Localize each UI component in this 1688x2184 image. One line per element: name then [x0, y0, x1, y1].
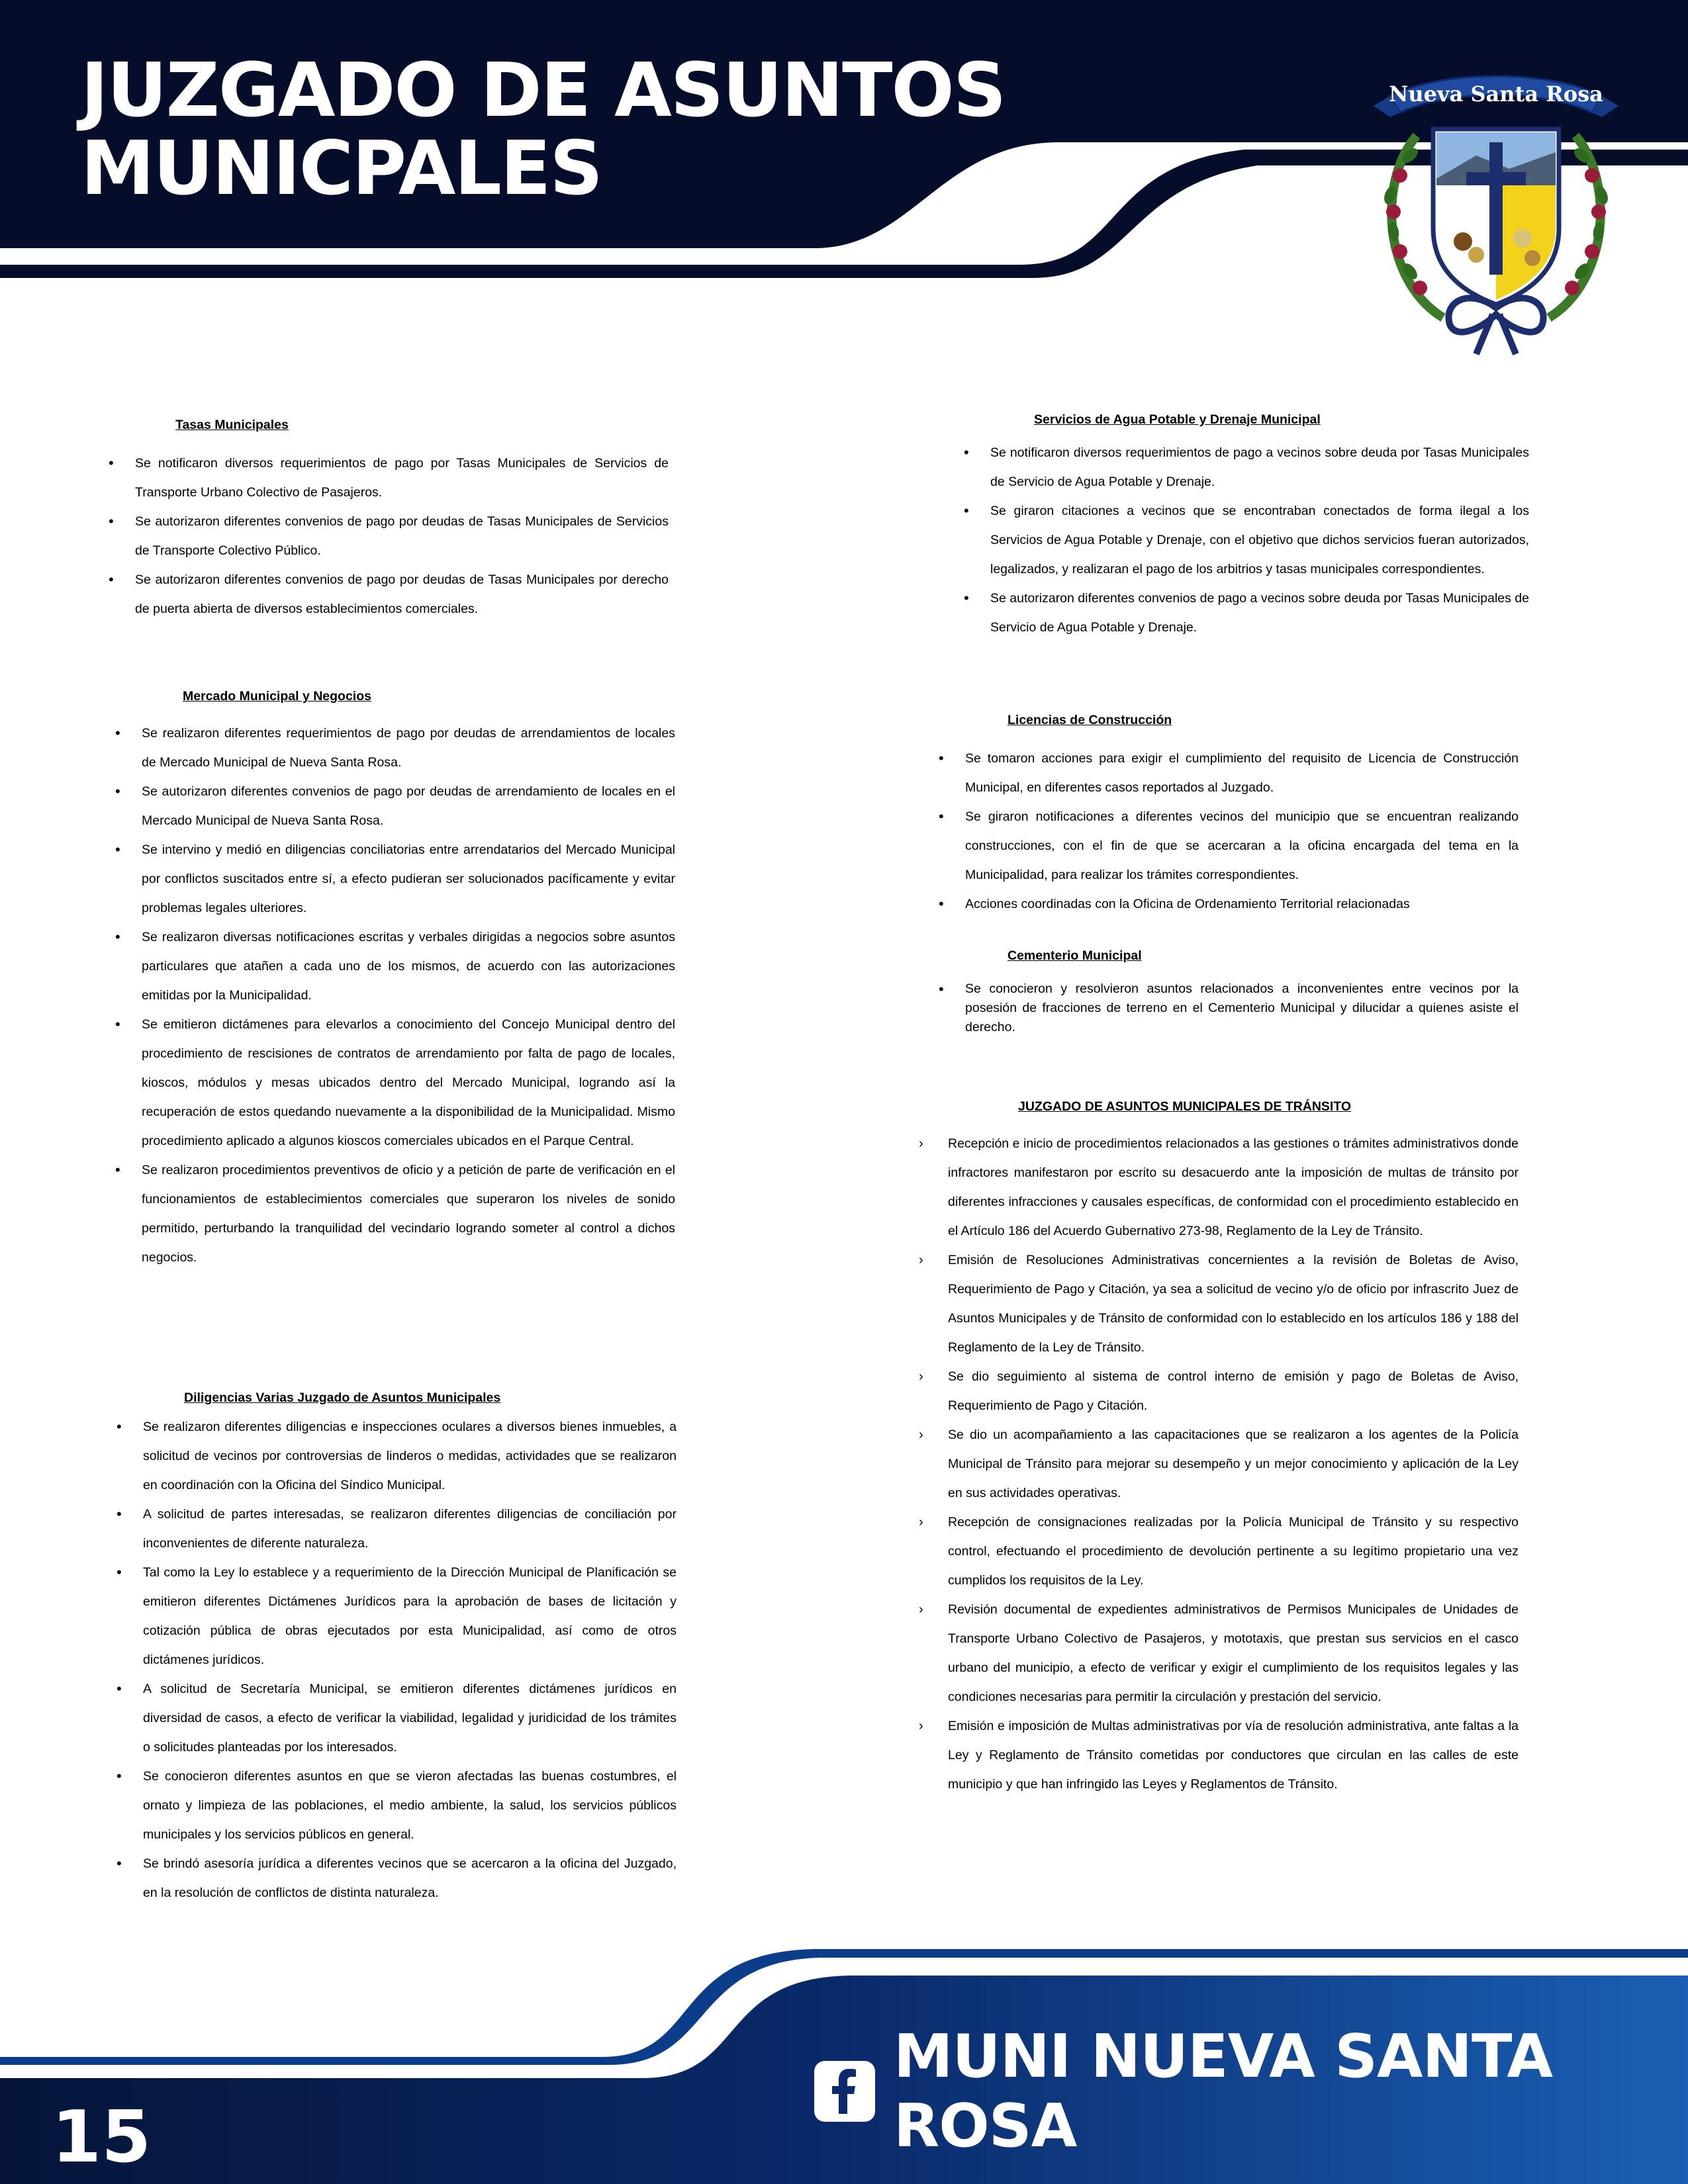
list-item: • Se tomaron acciones para exigir el cumplimiento del requisito de Licencia de Construcción Municipal, en diferentes casos reportados al Juzgado. [936, 744, 1519, 802]
municipal-crest-logo [1370, 63, 1622, 361]
page-title [81, 48, 1074, 212]
list-item: • Se realizaron diversas notificaciones escritas y verbales dirigidas a negocios sobre asuntos particulares que atañen a cada uno de los mismos, de acuerdo con las autorizaciones emitidas por la Municipalidad. [113, 923, 675, 1010]
list-item: • Se brindó asesoría jurídica a diferentes vecinos que se acercaron a la oficina del Juzgado, en la resolución de conflictos de distinta naturaleza. [114, 1849, 677, 1907]
list-item: • Se conocieron y resolvieron asuntos relacionados a inconvenientes entre vecinos por la posesión de fracciones de terreno en el Cementerio Municipal y dilucidar a quienes asiste el derecho. [936, 979, 1519, 1037]
bullet-list [961, 438, 1529, 642]
list-item: • Se giraron citaciones a vecinos que se encontraban conectados de forma ilegal a los Servicios de Agua Potable y Drenaje, con el objetivo que dichos servicios fueran autorizados, legalizados, y realizaran el pago de los arbitrios y tasas municipales correspondientes. [961, 496, 1529, 584]
list-item: • A solicitud de Secretaría Municipal, se emitieron diferentes dictámenes jurídicos en diversidad de casos, a efecto de verificar la viabilidad, legalidad y juridicidad de los trámites o solicitudes planteadas por los interesados. [114, 1674, 677, 1762]
list-item: • Se realizaron procedimientos preventivos de oficio y a petición de parte de verificación en el funcionamientos de establecimientos comerciales que superaron los niveles de sonido permitido, perturbando la tranquilidad del vecindario logrando someter al control a dichos negocios. [113, 1156, 675, 1272]
list-item: • Se intervino y medió en diligencias conciliatorias entre arrendatarios del Mercado Municipal por conflictos suscitados entre sí, a efecto pudieran ser solucionados pacíficamente y evitar problemas legales ulteriores. [113, 835, 675, 923]
list-item: › Emisión e imposición de Multas administrativas por vía de resolución administrativa, ante faltas a la Ley y Reglamento de Tránsito cometidas por conductores que circulan en las calles de este municipio y que han infringido las Leyes y Reglamentos de Tránsito. [919, 1711, 1519, 1799]
section-tasas-municipales [106, 410, 669, 623]
section-agua-potable [961, 405, 1529, 642]
list-item: • Se emitieron dictámenes para elevarlos a conocimiento del Concejo Municipal dentro del procedimiento de rescisiones de contratos de arrendamiento por falta de pago de locales, kioscos, módulos y mesas ubicados dentro del Mercado Municipal, logrando así la recuperación de estos quedando nuevamente a la disponibilidad de la Municipalidad. Mismo procedimiento aplicado a algunos kioscos comerciales ubicados en el Parque Central. [113, 1010, 675, 1156]
section-title: Servicios de Agua Potable y Drenaje Municipal [1034, 412, 1321, 427]
list-item: › Recepción de consignaciones realizadas por la Policía Municipal de Tránsito y su respectivo control, efectuando el procedimiento de devolución pertinente a su legítimo propietario una vez cumplidos los requisitos de la Ley. [919, 1508, 1519, 1595]
facebook-icon [814, 2061, 875, 2122]
page-title-line-1: JUZGADO DE ASUNTOS [81, 48, 1006, 134]
facebook-link[interactable] [814, 2022, 1609, 2161]
bullet-list [936, 979, 1519, 1037]
section-title: Mercado Municipal y Negocios [183, 689, 371, 704]
list-item: • Se conocieron diferentes asuntos en que se vieron afectadas las buenas costumbres, el ornato y limpieza de las poblaciones, el medio ambiente, la salud, los servicios públicos municipales y los servicios públicos en general. [114, 1762, 677, 1849]
list-item: › Recepción e inicio de procedimientos relacionados a las gestiones o trámites administrativos donde infractores manifestaron por escrito su desacuerdo ante la imposición de multas de tránsito por diferentes infracciones y causales específicas, de conformidad con el procedimiento establecido en el Artículo 186 del Acuerdo Gubernativo 273-98, Reglamento de la Ley de Tránsito. [919, 1129, 1519, 1246]
list-item: • Se autorizaron diferentes convenios de pago a vecinos sobre deuda por Tasas Municipales de Servicio de Agua Potable y Drenaje. [961, 584, 1529, 642]
list-item: • Se autorizaron diferentes convenios de pago por deudas de Tasas Municipales de Servicios de Transporte Colectivo Público. [106, 507, 669, 565]
section-licencias-construccion [936, 705, 1519, 919]
bullet-list [919, 1129, 1519, 1799]
bullet-list [113, 719, 675, 1272]
section-juzgado-transito [919, 1092, 1519, 1799]
list-item: • Se notificaron diversos requerimientos de pago por Tasas Municipales de Servicios de Transporte Urbano Colectivo de Pasajeros. [106, 449, 669, 507]
list-item: • Acciones coordinadas con la Oficina de Ordenamiento Territorial relacionadas [936, 889, 1519, 919]
list-item: • Se autorizaron diferentes convenios de pago por deudas de arrendamiento de locales en el Mercado Municipal de Nueva Santa Rosa. [113, 777, 675, 835]
list-item: › Se dio un acompañamiento a las capacitaciones que se realizaron a los agentes de la Policía Municipal de Tránsito para mejorar su desempeño y un mejor conocimiento y aplicación de la Ley en sus actividades operativas. [919, 1420, 1519, 1508]
section-cementerio-municipal [936, 941, 1519, 1037]
bullet-list [114, 1412, 677, 1907]
list-item: › Emisión de Resoluciones Administrativas concernientes a la revisión de Boletas de Aviso, Requerimiento de Pago y Citación, ya sea a solicitud de vecino y/o de oficio por infrascrito Juez de Asuntos Municipales y de Tránsito de conformidad con lo establecido en los artículos 186 y 188 del Reglamento de la Ley de Tránsito. [919, 1246, 1519, 1362]
section-title: Cementerio Municipal [1008, 948, 1142, 963]
list-item: • A solicitud de partes interesadas, se realizaron diferentes diligencias de conciliación por inconvenientes de diferente naturaleza. [114, 1500, 677, 1558]
section-mercado-municipal [113, 682, 675, 1272]
crest-banner-text: Nueva Santa Rosa [1389, 81, 1603, 107]
list-item: • Se giraron notificaciones a diferentes vecinos del municipio que se encuentran realizando construcciones, con el fin de que se acercaran a la oficina encargada del tema en la Municipalidad, para realizar los trámites correspondientes. [936, 802, 1519, 889]
section-title: Licencias de Construcción [1008, 713, 1172, 727]
section-title: JUZGADO DE ASUNTOS MUNICIPALES DE TRÁNSITO [1018, 1099, 1352, 1114]
bullet-list [936, 744, 1519, 919]
bullet-list [106, 449, 669, 623]
page-title-line-2: MUNICPALES [81, 126, 602, 212]
page-number: 15 [52, 2096, 152, 2179]
list-item: › Se dio seguimiento al sistema de control interno de emisión y pago de Boletas de Aviso, Requerimiento de Pago y Citación. [919, 1362, 1519, 1420]
list-item: • Se notificaron diversos requerimientos de pago a vecinos sobre deuda por Tasas Municipales de Servicio de Agua Potable y Drenaje. [961, 438, 1529, 496]
list-item: • Se autorizaron diferentes convenios de pago por deudas de Tasas Municipales por derecho de puerta abierta de diversos establecimientos comerciales. [106, 565, 669, 623]
section-title: Diligencias Varias Juzgado de Asuntos Municipales [184, 1390, 501, 1405]
list-item: • Se realizaron diferentes diligencias e inspecciones oculares a diversos bienes inmuebles, a solicitud de vecinos por controversias de linderos o medidas, actividades que se realizaron en coordinación con la Oficina del Síndico Municipal. [114, 1412, 677, 1500]
section-diligencias-varias [114, 1383, 677, 1907]
list-item: • Se realizaron diferentes requerimientos de pago por deudas de arrendamientos de locales de Mercado Municipal de Nueva Santa Rosa. [113, 719, 675, 777]
section-title: Tasas Municipales [175, 418, 289, 432]
list-item: › Revisión documental de expedientes administrativos de Permisos Municipales de Unidades de Transporte Urbano Colectivo de Pasajeros, y mototaxis, que prestan sus servicios en el casco urbano del municipio, a efecto de verificar y exigir el cumplimiento de los requisitos legales y las condiciones necesarias para permitir la circulación y prestación del servicio. [919, 1595, 1519, 1711]
list-item: • Tal como la Ley lo establece y a requerimiento de la Dirección Municipal de Planificación se emitieron diferentes Dictámenes Jurídicos para la aprobación de bases de licitación y cotización pública de obras ejecutados por esta Municipalidad, así como de otros dictámenes jurídicos. [114, 1558, 677, 1674]
facebook-page-name: MUNI NUEVA SANTA ROSA [894, 2022, 1553, 2161]
